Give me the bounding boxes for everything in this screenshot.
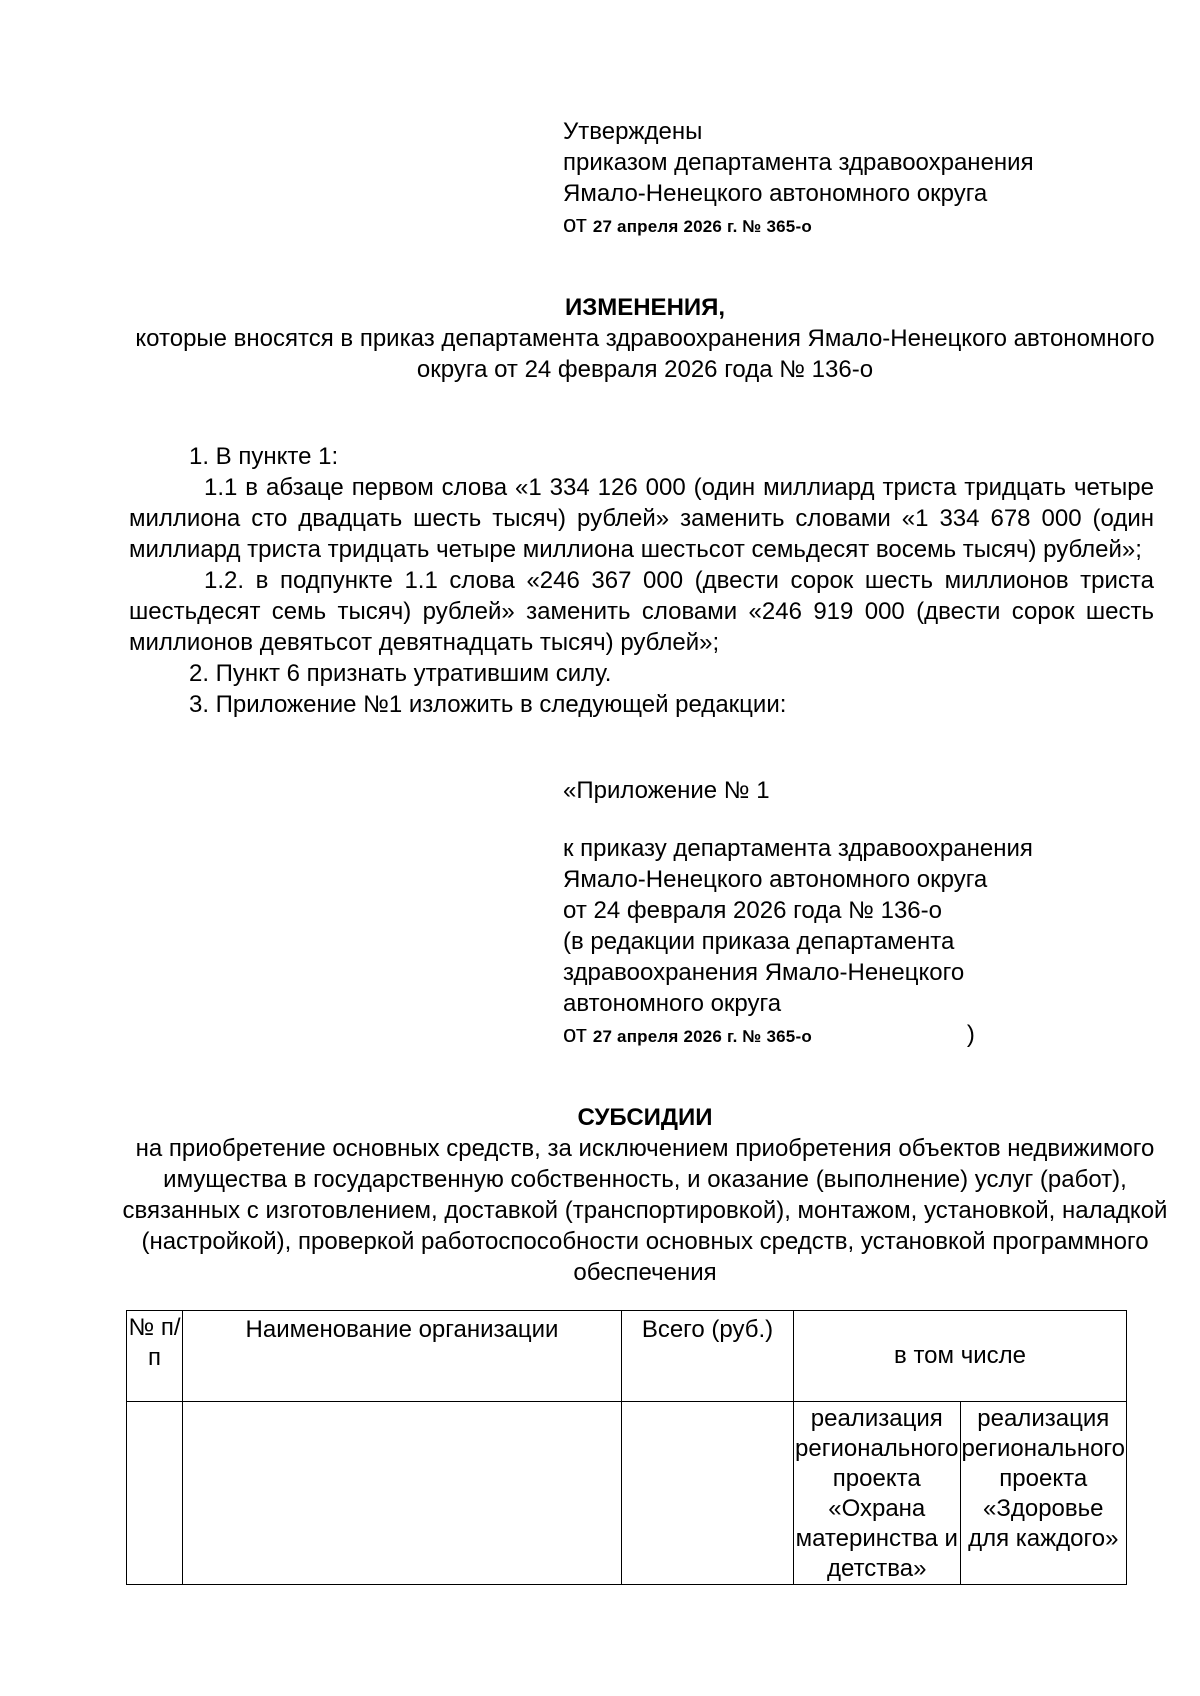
header-including: в том числе <box>794 1311 1127 1402</box>
appendix-line-6: здравоохранения Ямало-Ненецкого <box>563 959 965 986</box>
approval-line-3: Ямало-Ненецкого автономного округа <box>563 180 988 207</box>
item-1-1: 1.1 в абзаце первом слова «1 334 126 000 (один миллиард триста тридцать четыре миллиона сто двадцать шесть тысяч) рублей» заменить словами «1 334 678 000 (один миллиард триста тридцать четыре миллиона шестьсот семьдесят восемь тысяч) рублей»; <box>129 474 1154 563</box>
header-name: Наименование организации <box>183 1311 622 1402</box>
subheader-total-empty <box>622 1402 794 1585</box>
table-header-row <box>127 1311 1127 1402</box>
subsidy-subtitle: на приобретение основных средств, за исключением приобретения объектов недвижимого имущества в государственную собственность, и оказание (выполнение) услуг (работ), связанных с изготовлением, доставкой (транспортировкой), монтажом, установкой, наладкой (настройкой), проверкой работоспособности основных средств, установкой программного обеспечения <box>122 1135 1168 1286</box>
changes-body <box>129 441 1154 720</box>
appendix-date-line <box>563 1019 1033 1052</box>
changes-title: ИЗМЕНЕНИЯ, <box>564 294 726 321</box>
appendix-line-3: Ямало-Ненецкого автономного округа <box>563 866 988 893</box>
approval-line-2: приказом департамента здравоохранения <box>563 149 1034 176</box>
appendix-date-prefix: от <box>563 1021 587 1048</box>
changes-subtitle: которые вносятся в приказ департамента здравоохранения Ямало-Ненецкого автономного округа от 24 февраля 2026 года № 136-о <box>135 325 1155 383</box>
appendix-line-2: к приказу департамента здравоохранения <box>563 835 1033 862</box>
subheader-project-1: реализация регионального проекта «Охрана материнства и детства» <box>794 1402 961 1585</box>
item-2: 2. Пункт 6 признать утратившим силу. <box>189 660 612 687</box>
item-1: 1. В пункте 1: <box>189 443 339 470</box>
subsidy-table <box>126 1310 1127 1585</box>
appendix-line-7: автономного округа <box>563 990 782 1017</box>
header-total: Всего (руб.) <box>622 1311 794 1402</box>
subheader-name-empty <box>183 1402 622 1585</box>
approval-line-1: Утверждены <box>563 118 703 145</box>
approval-block <box>563 116 1034 242</box>
subheader-project-2: реализация регионального проекта «Здоровье для каждого» <box>960 1402 1127 1585</box>
approval-date-prefix: от <box>563 211 587 238</box>
approval-date-line <box>563 209 1034 242</box>
table-subheader-row <box>127 1402 1127 1585</box>
appendix-line-4: от 24 февраля 2026 года № 136-о <box>563 897 942 924</box>
subsidy-title: СУБСИДИИ <box>577 1104 713 1131</box>
item-1-2: 1.2. в подпункте 1.1 слова «246 367 000 (двести сорок шесть миллионов триста шестьдесят семь тысяч) рублей» заменить словами «246 919 000 (двести сорок шесть миллионов девятьсот девятнадцать тысяч) рублей»; <box>129 567 1154 656</box>
header-num: № п/ п <box>127 1311 183 1402</box>
item-3: 3. Приложение №1 изложить в следующей редакции: <box>189 691 787 718</box>
appendix-close-paren: ) <box>966 1021 975 1048</box>
approval-date-stamp: 27 апреля 2026 г. № 365-о <box>592 217 812 236</box>
appendix-line-5: (в редакции приказа департамента <box>563 928 955 955</box>
appendix-line-1: «Приложение № 1 <box>563 777 770 804</box>
subheader-num-empty <box>127 1402 183 1585</box>
appendix-date-stamp: 27 апреля 2026 г. № 365-о <box>592 1027 812 1046</box>
appendix-block <box>563 775 1033 1052</box>
